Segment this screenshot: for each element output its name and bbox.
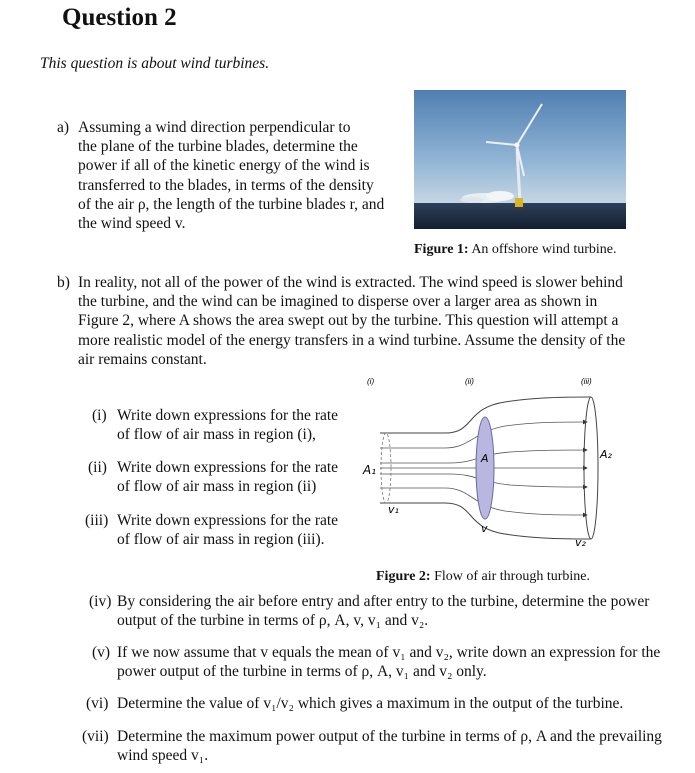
sub-line: wind speed v₁.: [117, 747, 209, 765]
sub-line: Determine the value of v₁/v₂ which gives a maximum in the output of the turbine.: [117, 695, 624, 712]
part-b-line: air remains constant.: [78, 350, 207, 368]
figure1-caption-text: An offshore wind turbine.: [471, 242, 617, 257]
sub-label: (i): [92, 407, 107, 424]
sub-line: By considering the air before entry and after entry to the turbine, determine the power: [117, 593, 650, 610]
label-a: A: [481, 452, 489, 465]
figure1-label: Figure 1:: [414, 242, 469, 257]
region-label-iii: (iii): [581, 377, 592, 386]
part-b-line: the turbine, and the wind can be imagined to disperse over a larger area as shown in: [78, 293, 598, 311]
offshore-turbine-photo: [414, 90, 626, 229]
figure2-caption-text: Flow of air through turbine.: [434, 569, 590, 584]
region-label-i: (i): [367, 377, 375, 386]
sub-line: of flow of air mass in region (ii): [117, 478, 317, 496]
part-b-line: In reality, not all of the power of the wind is extracted. The wind speed is slower behind: [78, 274, 623, 291]
sub-line: output of the turbine in terms of ρ, A, v, v₁ and v₂.: [117, 612, 429, 630]
sub-line: Write down expressions for the rate: [117, 407, 339, 424]
part-b-line: more realistic model of the energy transfers in a wind turbine. Assume the density of the: [78, 331, 626, 349]
part-a-line: Assuming a wind direction perpendicular to: [78, 119, 351, 136]
question-title: Question 2: [62, 4, 177, 31]
figure2-caption: [376, 569, 590, 585]
label-a2: A₂: [600, 448, 612, 461]
part-a-line: transferred to the blades, in terms of the density: [78, 176, 374, 194]
sub-line: If we now assume that v equals the mean of v₁ and v₂, write down an expression for the: [117, 644, 661, 661]
turbine-disc-a: [476, 417, 494, 519]
region-label-ii: (ii): [465, 377, 474, 386]
sub-label: (vi): [86, 695, 109, 712]
part-a-line: the plane of the turbine blades, determine the: [78, 138, 358, 156]
airflow-diagram: [355, 370, 615, 558]
sub-line: Write down expressions for the rate: [117, 512, 339, 529]
sub-label: (iii): [85, 512, 109, 529]
intro-text: This question is about wind turbines.: [40, 55, 270, 72]
sub-label: (vii): [82, 728, 109, 745]
part-a-line: power if all of the kinetic energy of the wind is: [78, 157, 370, 175]
sub-line: power output of the turbine in terms of ρ, A, v₁ and v₂ only.: [117, 663, 487, 681]
figure2-label: Figure 2:: [376, 569, 431, 584]
sub-line: Write down expressions for the rate: [117, 459, 339, 476]
label-v2: v₂: [575, 536, 586, 549]
part-a-line: of the air ρ, the length of the turbine blades r, and: [78, 195, 385, 213]
part-b-label: b): [57, 274, 70, 291]
label-v1: v₁: [388, 503, 399, 516]
part-b-line: Figure 2, where A shows the area swept out by the turbine. This question will attempt a: [78, 312, 619, 330]
label-v: v: [481, 522, 488, 535]
label-a1: A₁: [363, 463, 377, 477]
sub-line: of flow of air mass in region (i),: [117, 426, 316, 444]
sub-line: Determine the maximum power output of the turbine in terms of ρ, A and the prevailing: [117, 728, 662, 745]
part-a-line: the wind speed v.: [78, 215, 186, 233]
figure1-caption: [414, 242, 616, 258]
sub-label: (iv): [89, 593, 112, 610]
sub-label: (v): [92, 644, 111, 661]
part-a-label: a): [57, 119, 70, 136]
sub-line: of flow of air mass in region (iii).: [117, 531, 325, 549]
sub-label: (ii): [88, 459, 107, 476]
